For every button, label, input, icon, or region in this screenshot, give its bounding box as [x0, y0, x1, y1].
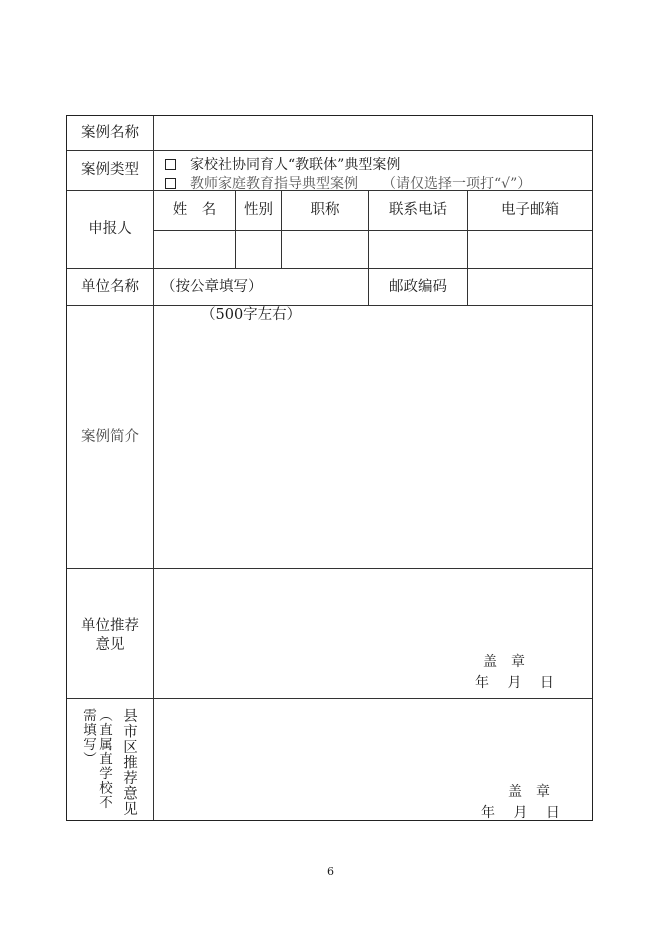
checkbox[interactable]	[165, 178, 176, 189]
col-header-name: 姓 名	[172, 202, 217, 219]
row-divider	[67, 698, 592, 699]
unit-date: 年 月 日	[475, 675, 554, 691]
summary-label: 案例简介	[81, 428, 139, 445]
option-label: 家校社协同育人“教联体”典型案例	[190, 157, 401, 173]
summary-hint[interactable]: （500字左右）	[201, 307, 302, 323]
option-label: 教师家庭教育指导典型案例	[190, 176, 358, 192]
applicant-title-field[interactable]	[282, 231, 368, 268]
county-date: 年 月 日	[481, 805, 560, 821]
col-header-gender: 性别	[244, 202, 273, 219]
unit-name-hint[interactable]: （按公章填写）	[161, 278, 263, 295]
postcode-label: 邮政编码	[389, 278, 447, 295]
col-header-phone: 联系电话	[389, 202, 447, 219]
applicant-name-field[interactable]	[154, 231, 235, 268]
col-header-email: 电子邮箱	[501, 202, 559, 219]
application-form	[66, 115, 593, 821]
postcode-field[interactable]	[468, 269, 592, 305]
unit-opinion-label: 单位推荐意见	[81, 618, 139, 653]
applicant-label: 申报人	[88, 221, 132, 238]
case-type-label: 案例类型	[81, 162, 139, 179]
county-opinion-note: （直属直学校不需填写）	[80, 708, 112, 810]
case-type-option-1[interactable]	[165, 154, 400, 174]
case-type-note: （请仅选择一项打“√”）	[382, 176, 532, 192]
applicant-gender-field[interactable]	[236, 231, 281, 268]
case-name-field[interactable]	[154, 116, 592, 150]
applicant-phone-field[interactable]	[369, 231, 467, 268]
checkbox[interactable]	[165, 159, 176, 170]
col-header-title: 职称	[310, 202, 340, 219]
case-type-option-2[interactable]	[165, 173, 531, 193]
county-seal: 盖 章	[508, 784, 550, 800]
county-opinion-label: 县市区推荐意见	[121, 708, 137, 817]
applicant-email-field[interactable]	[468, 231, 592, 268]
page-number: 6	[327, 865, 334, 878]
row-divider	[67, 568, 592, 569]
case-name-label: 案例名称	[81, 124, 139, 141]
unit-name-label: 单位名称	[81, 278, 139, 295]
unit-seal: 盖 章	[483, 654, 525, 670]
